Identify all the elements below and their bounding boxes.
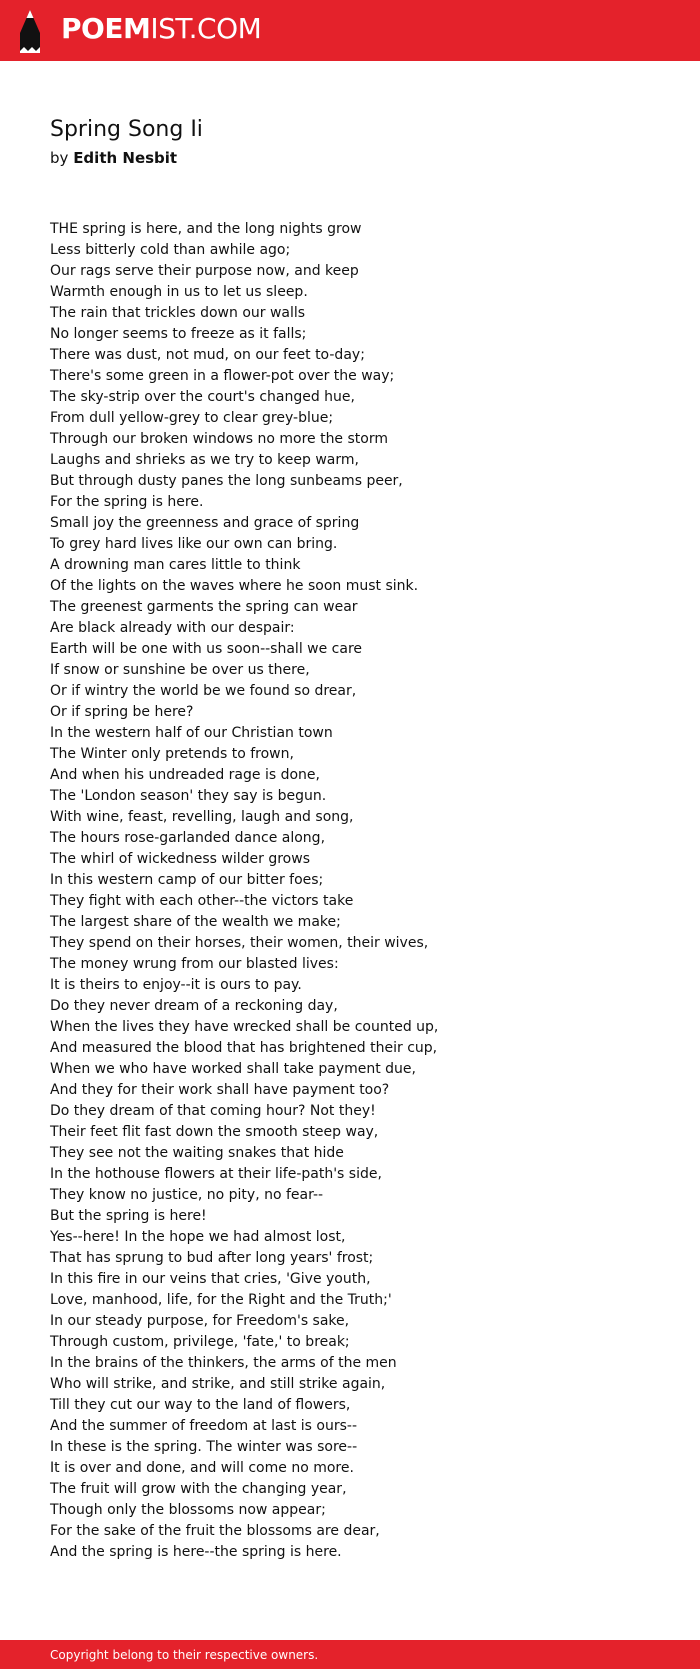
poem-line: In this fire in our veins that cries, 'Give youth, (50, 1271, 371, 1287)
poem-line: The hours rose-garlanded dance along, (50, 830, 326, 846)
poem-line: If snow or sunshine be over us there, (50, 662, 310, 678)
poem-line: It is theirs to enjoy--it is ours to pay. (50, 977, 302, 993)
poem-line: And they for their work shall have payment too? (50, 1082, 390, 1098)
poem-line: Small joy the greenness and grace of spring (50, 515, 360, 531)
poem-line: A drowning man cares little to think (50, 557, 301, 573)
poem-line: And the summer of freedom at last is ours-- (50, 1418, 358, 1434)
poem-line: The fruit will grow with the changing year, (50, 1481, 347, 1497)
poem-line: Less bitterly cold than awhile ago; (50, 242, 291, 258)
poem-line: No longer seems to freeze as it falls; (50, 326, 307, 342)
poem-line: They fight with each other--the victors take (50, 893, 354, 909)
poem-line: From dull yellow-grey to clear grey-blue; (50, 410, 334, 426)
pencil-icon[interactable] (17, 9, 43, 53)
poem-line: Through custom, privilege, 'fate,' to break; (50, 1334, 350, 1350)
poem-line: And measured the blood that has brightened their cup, (50, 1040, 438, 1056)
poem-line: In this western camp of our bitter foes; (50, 872, 324, 888)
poem-line: The money wrung from our blasted lives: (50, 956, 339, 972)
site-header (0, 0, 700, 61)
poem-line: That has sprung to bud after long years' frost; (50, 1250, 374, 1266)
poem-line: There's some green in a flower-pot over the way; (50, 368, 395, 384)
poem-line: Their feet flit fast down the smooth steep way, (50, 1124, 379, 1140)
poem-line: It is over and done, and will come no more. (50, 1460, 354, 1476)
poem-line: They spend on their horses, their women, their wives, (50, 935, 429, 951)
poem-line: Through our broken windows no more the storm (50, 431, 388, 447)
poem-line: The whirl of wickedness wilder grows (50, 851, 310, 867)
poem-line: But the spring is here! (50, 1208, 207, 1224)
poem-line: And when his undreaded rage is done, (50, 767, 320, 783)
poem-line: Or if spring be here? (50, 704, 194, 720)
poem-line: And the spring is here--the spring is here. (50, 1544, 342, 1560)
poem-line: They know no justice, no pity, no fear-- (50, 1187, 324, 1203)
poem-line: Though only the blossoms now appear; (50, 1502, 326, 1518)
poem-line: THE spring is here, and the long nights grow (50, 221, 362, 237)
poem-line: Love, manhood, life, for the Right and the Truth;' (50, 1292, 392, 1308)
poem-line: The greenest garments the spring can wear (50, 599, 358, 615)
poem-byline (50, 148, 177, 168)
poem-line: There was dust, not mud, on our feet to-day; (50, 347, 365, 363)
poem-line: Are black already with our despair: (50, 620, 295, 636)
poem-line: Of the lights on the waves where he soon must sink. (50, 578, 419, 594)
author-name: Edith Nesbit (73, 149, 178, 167)
poem-line: In the hothouse flowers at their life-path's side, (50, 1166, 382, 1182)
logo-bold-text: POEM (61, 12, 151, 45)
poem-line: In the western half of our Christian town (50, 725, 333, 741)
poem-line: The Winter only pretends to frown, (50, 746, 294, 762)
poem-body (50, 219, 670, 1563)
poem-line: The 'London season' they say is begun. (50, 788, 327, 804)
site-footer (0, 1640, 700, 1669)
poem-line: Or if wintry the world be we found so drear, (50, 683, 357, 699)
poem-line: Warmth enough in us to let us sleep. (50, 284, 308, 300)
by-label: by (50, 149, 69, 167)
poem-line: Yes--here! In the hope we had almost lost, (50, 1229, 346, 1245)
logo-light-text: IST.COM (150, 12, 262, 45)
poem-title: Spring Song Ii (50, 117, 203, 142)
poem-line: The rain that trickles down our walls (50, 305, 306, 321)
poem-line: Earth will be one with us soon--shall we care (50, 641, 363, 657)
poem-line: Do they never dream of a reckoning day, (50, 998, 338, 1014)
poem-line: Till they cut our way to the land of flowers, (50, 1397, 351, 1413)
poem-line: For the spring is here. (50, 494, 204, 510)
poem-line: When we who have worked shall take payment due, (50, 1061, 416, 1077)
poem-line: Laughs and shrieks as we try to keep warm, (50, 452, 359, 468)
poem-line: With wine, feast, revelling, laugh and song, (50, 809, 354, 825)
poem-line: When the lives they have wrecked shall be counted up, (50, 1019, 439, 1035)
poem-line: In our steady purpose, for Freedom's sake, (50, 1313, 350, 1329)
poem-line: Who will strike, and strike, and still strike again, (50, 1376, 386, 1392)
poem-line: The largest share of the wealth we make; (50, 914, 341, 930)
poem-line: Our rags serve their purpose now, and keep (50, 263, 359, 279)
poem-line: But through dusty panes the long sunbeams peer, (50, 473, 403, 489)
poem-line: To grey hard lives like our own can bring. (50, 536, 338, 552)
poem-line: They see not the waiting snakes that hide (50, 1145, 344, 1161)
poem-line: Do they dream of that coming hour? Not they! (50, 1103, 376, 1119)
poem-line: In these is the spring. The winter was sore-- (50, 1439, 358, 1455)
copyright-text: Copyright belong to their respective owners. (50, 1648, 319, 1662)
poem-line: In the brains of the thinkers, the arms of the men (50, 1355, 397, 1371)
poem-line: The sky-strip over the court's changed hue, (50, 389, 355, 405)
site-logo[interactable] (61, 12, 261, 46)
poem-line: For the sake of the fruit the blossoms are dear, (50, 1523, 380, 1539)
